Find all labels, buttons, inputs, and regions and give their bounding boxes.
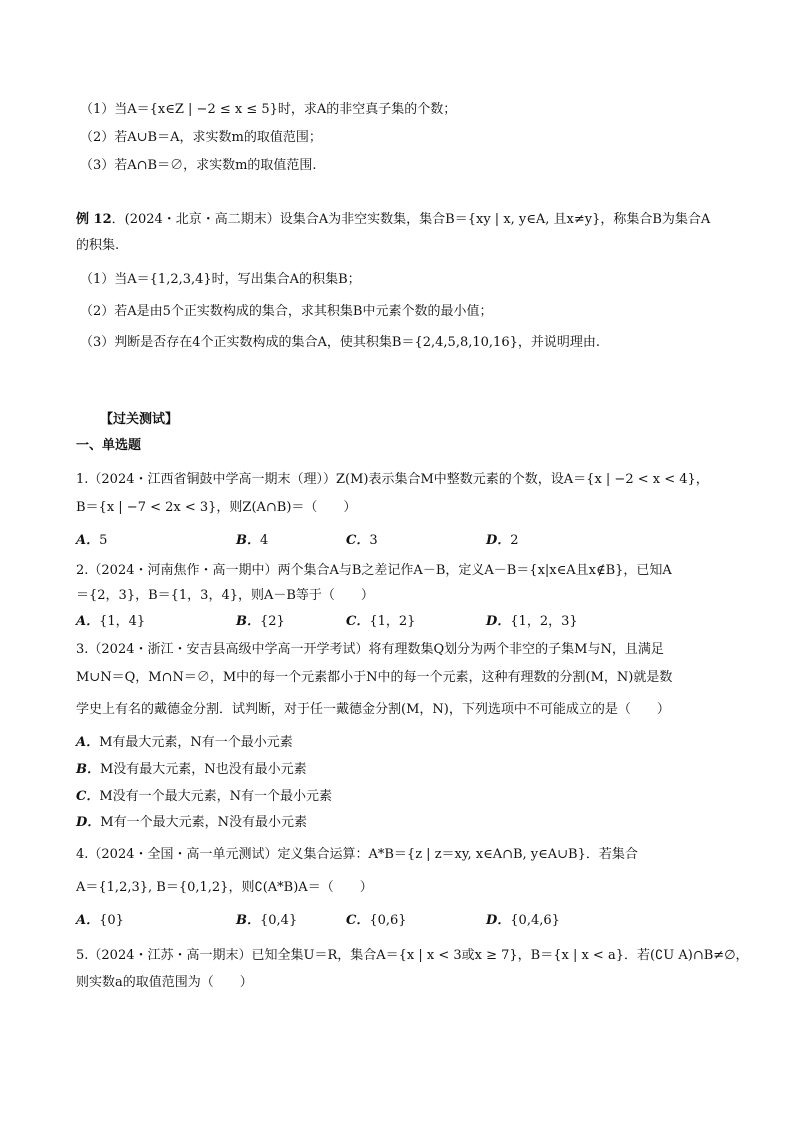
example-12-line-1: [76, 210, 754, 230]
q4-option-c[interactable]: C．{0,6}: [346, 913, 407, 928]
section-subtitle: 一、单选题: [76, 438, 142, 453]
q3-line-3: 学史上有名的戴德金分割．试判断，对于任一戴德金分割(M，N)，下列选项中不可能成立的是（ ）: [76, 702, 670, 717]
q3-option-a[interactable]: A．M有最大元素，N有一个最小元素: [76, 735, 293, 750]
section-title: 【过关测试】: [100, 412, 179, 427]
q2-option-b[interactable]: B．{2}: [236, 614, 285, 629]
q1-line-2: B＝{x | −7 < 2x < 3}，则Z(A∩B)＝（ ）: [76, 500, 357, 515]
q3-option-b[interactable]: B．M没有最大元素，N也没有最小元素: [76, 762, 307, 777]
top-item-3: （3）若A∩B＝∅，求实数m的取值范围.: [80, 158, 317, 173]
q3-line-1: 3.（2024・浙江・安吉县高级中学高一开学考试）将有理数集Q划分为两个非空的子集M与N，且满足: [76, 642, 664, 657]
q1-option-a[interactable]: A．5: [76, 533, 108, 548]
example-12-line-2: 的积集.: [76, 238, 120, 253]
q3-line-2: M∪N＝Q，M∩N＝∅，M中的每一个元素都小于N中的每一个元素，这种有理数的分割(M，N)就是数: [76, 670, 673, 685]
q3-option-d[interactable]: D．M有一个最大元素，N没有最小元素: [76, 815, 307, 830]
q4-options: [76, 911, 756, 931]
example-12-item-2: （2）若A是由5个正实数构成的集合，求其积集B中元素个数的最小值；: [80, 304, 493, 319]
q4-line-2: A＝{1,2,3}, B＝{0,1,2}，则∁(A*B)A＝（ ）: [76, 880, 373, 895]
q1-option-c[interactable]: C．3: [346, 533, 378, 548]
q1-options: [76, 531, 756, 551]
q5-line-1: 5.（2024・江苏・高一期末）已知全集U＝R，集合A＝{x | x < 3或x ≥ 7}，B＝{x | x < a}．若(∁U A)∩B≠∅，: [76, 948, 749, 963]
q2-option-a[interactable]: A．{1，4}: [76, 614, 146, 629]
q3-option-c[interactable]: C．M没有一个最大元素，N有一个最小元素: [76, 789, 333, 804]
q1-option-b[interactable]: B．4: [236, 533, 269, 548]
q5-line-2: 则实数a的取值范围为（ ）: [76, 975, 253, 990]
q2-line-2: ＝{2，3}，B＝{1，3，4}，则A－B等于（ ）: [76, 588, 374, 603]
q1-option-d[interactable]: D．2: [486, 533, 519, 548]
top-item-2: （2）若A∪B＝A，求实数m的取值范围；: [80, 130, 322, 145]
example-12-item-3: （3）判断是否存在4个正实数构成的集合A，使其积集B＝{2,4,5,8,10,16}，并说明理由.: [80, 335, 600, 350]
q4-option-b[interactable]: B．{0,4}: [236, 913, 298, 928]
q2-option-d[interactable]: D．{1，2，3}: [486, 614, 578, 629]
top-item-1: （1）当A＝{x∈Z | −2 ≤ x ≤ 5}时，求A的非空真子集的个数；: [80, 102, 457, 117]
q2-option-c[interactable]: C．{1，2}: [346, 614, 416, 629]
q2-options: [76, 612, 756, 632]
q1-line-1: 1.（2024・江西省铜鼓中学高一期末（理））Z(M)表示集合M中整数元素的个数，设A＝{x | −2 < x < 4}，: [76, 472, 709, 487]
q2-line-1: 2.（2024・河南焦作・高一期中）两个集合A与B之差记作A－B，定义A－B＝{x|x∈A且x∉B}，已知A: [76, 563, 672, 578]
example-12-text: ．(2024・北京・高二期末）设集合A为非空实数集，集合B＝{xy | x, y∈A, 且x≠y}，称集合B为集合A: [111, 212, 711, 227]
q4-option-d[interactable]: D．{0,4,6}: [486, 913, 560, 928]
q4-option-a[interactable]: A．{0}: [76, 913, 124, 928]
example-12-item-1: （1）当A＝{1,2,3,4}时，写出集合A的积集B；: [80, 272, 361, 287]
q4-line-1: 4.（2024・全国・高一单元测试）定义集合运算：A*B＝{z | z＝xy, x∈A∩B, y∈A∪B}．若集合: [76, 847, 638, 862]
example-12-label: 例 12: [76, 212, 112, 227]
